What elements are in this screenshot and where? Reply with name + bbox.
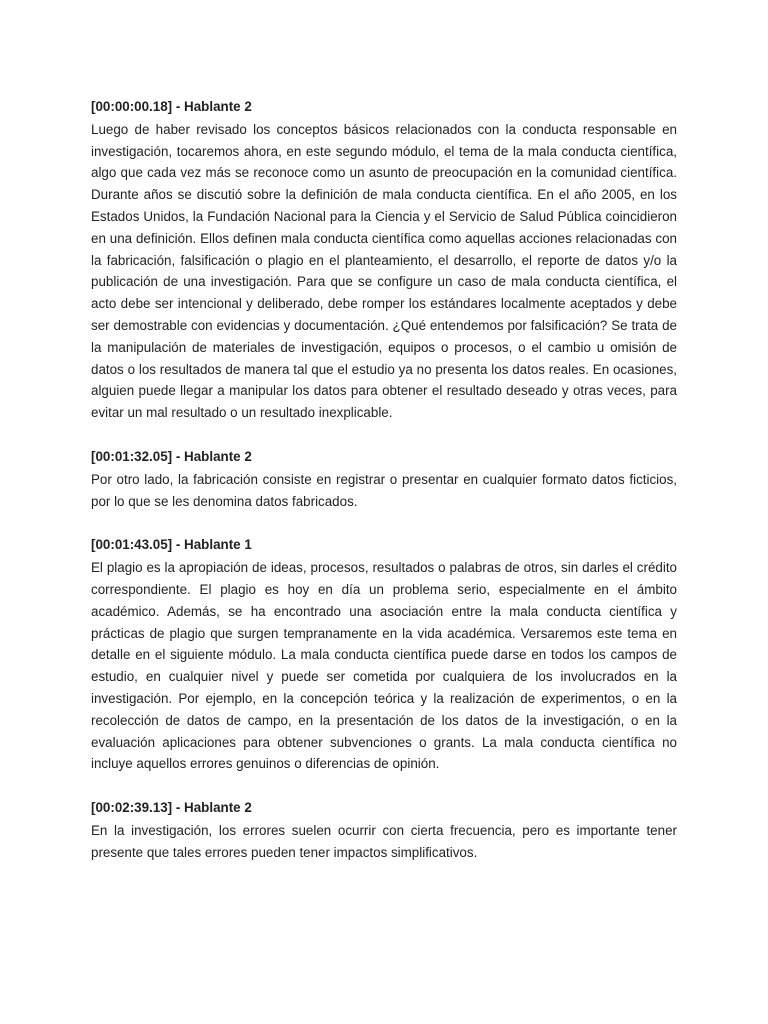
segment-speaker: Hablante 2	[184, 800, 252, 816]
segment-timestamp: [00:00:00.18]	[91, 99, 173, 114]
segment-timestamp: [00:01:43.05]	[91, 537, 173, 553]
segment-timestamp: [00:01:32.05]	[91, 448, 173, 464]
segment-speaker: Hablante 2	[184, 448, 252, 464]
segment-header: [00:01:32.05] - Hablante 2	[91, 448, 252, 464]
transcript-segment	[91, 797, 677, 863]
transcript-segment	[91, 534, 677, 775]
segment-header: [00:02:39.13] - Hablante 2	[91, 800, 252, 816]
segment-timestamp: [00:02:39.13]	[91, 800, 173, 816]
segment-text: Luego de haber revisado los conceptos básicos relacionados con la conducta responsable en investigación, tocaremos ahora, en este segundo módulo, el tema de la mala conducta científica, algo que cada vez más se reconoce como un asunto de preocupación en la comunidad científica. Durante años se discutió sobre la definición de mala conducta científica. En el año 2005, en los Estados Unidos, la Fundación Nacional para la Ciencia y el Servicio de Salud Pública coincidieron en una definición. Ellos definen mala conducta científica como aquellas acciones relacionadas con la fabricación, falsificación o plagio en el planteamiento, el desarrollo, el reporte de datos y/o la publicación de una investigación. Para que se configure un caso de mala conducta científica, el acto debe ser intencional y deliberado, debe romper los estándares localmente aceptados y debe ser demostrable con evidencias y documentación. ¿Qué entendemos por falsificación? Se trata de la manipulación de materiales de investigación, equipos o procesos, o el cambio u omisión de datos o los resultados de manera tal que el estudio ya no presenta los datos reales. En ocasiones, alguien puede llegar a manipular los datos para obtener el resultado deseado y otras veces, para evitar un mal resultado o un resultado inexplicable.	[91, 121, 677, 421]
segment-speaker: Hablante 2	[184, 99, 252, 114]
transcript-segment	[91, 446, 677, 512]
segment-text: Por otro lado, la fabricación consiste en registrar o presentar en cualquier formato datos ficticios, por lo que se les denomina datos fabricados.	[91, 471, 677, 509]
segment-text: En la investigación, los errores suelen ocurrir con cierta frecuencia, pero es importante tener presente que tales errores pueden tener impactos simplificativos.	[91, 822, 677, 860]
segment-header: [00:01:43.05] - Hablante 1	[91, 537, 252, 553]
transcript-document	[91, 96, 677, 886]
segment-header: [00:00:00.18] - Hablante 2	[91, 99, 252, 114]
segment-speaker: Hablante 1	[184, 537, 252, 553]
transcript-segment	[91, 96, 677, 424]
segment-text: El plagio es la apropiación de ideas, procesos, resultados o palabras de otros, sin darles el crédito correspondiente. El plagio es hoy en día un problema serio, especialmente en el ámbito académico. Además, se ha encontrado una asociación entre la mala conducta científica y prácticas de plagio que surgen tempranamente en la vida académica. Versaremos este tema en detalle en el siguiente módulo. La mala conducta científica puede darse en todos los campos de estudio, en cualquier nivel y puede ser cometida por cualquiera de los involucrados en la investigación. Por ejemplo, en la concepción teórica y la realización de experimentos, o en la recolección de datos de campo, en la presentación de los datos de la investigación, o en la evaluación aplicaciones para obtener subvenciones o grants. La mala conducta científica no incluye aquellos errores genuinos o diferencias de opinión.	[91, 560, 677, 772]
